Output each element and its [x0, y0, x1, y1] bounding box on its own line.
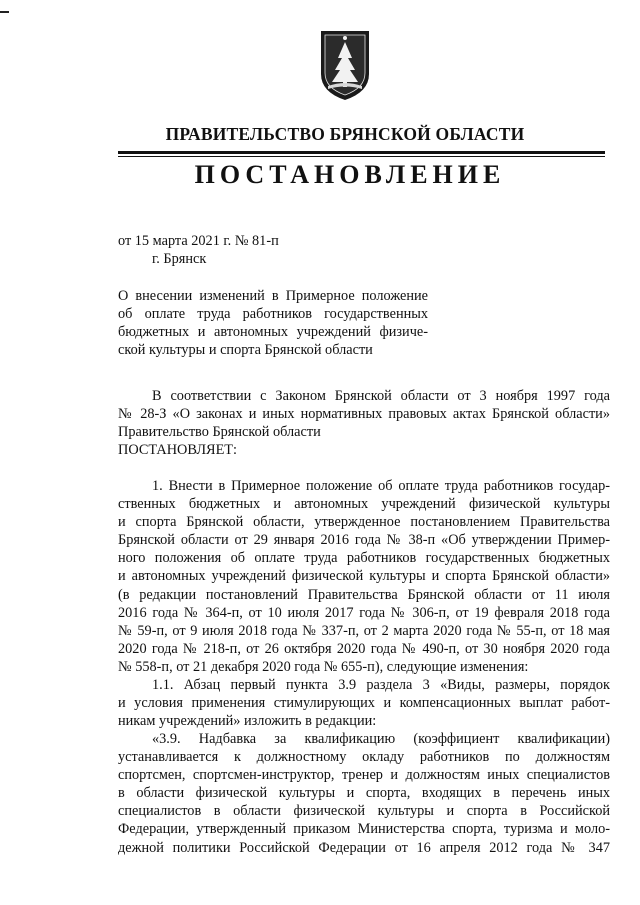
preamble-line: В соответствии с Законом Брянской области от 3 ноября 1997 года [152, 388, 610, 404]
item-1-1-line: и условия применения стимулирующих и компенсационных выплат работ- [118, 695, 610, 712]
subject-line: ской культуры и спорта Брянской области [118, 342, 373, 358]
item-1-1-line: никам учреждений» изложить в редакции: [118, 713, 377, 730]
date-number: от 15 марта 2021 г. № 81-п [118, 233, 279, 249]
item-1-1 [118, 676, 610, 730]
header-rule-thick [118, 151, 605, 154]
clause-3-9-line: «3.9. Надбавка за квалификацию (коэффициент квалификации) [152, 731, 610, 747]
subject-block [118, 287, 428, 359]
coat-of-arms-icon [318, 28, 372, 102]
subject-line: бюджетных и автономных учреждений физиче- [118, 324, 428, 340]
subject-line: О внесении изменений в Примерное положение [118, 288, 428, 304]
preamble-line: Правительство Брянской области [118, 424, 321, 441]
subject-line: об оплате труда работников государственных [118, 306, 428, 322]
item-1-line: 1. Внести в Примерное положение об оплате труда работников государ- [152, 478, 610, 494]
item-1-line: ственных бюджетных и автономных учреждений физической культуры [118, 496, 610, 513]
item-1-line: 2020 года № 218-п, от 26 октября 2020 года № 490-п, от 30 ноября 2020 года [118, 640, 610, 657]
scan-edge-mark [0, 11, 9, 13]
item-1-line: 2016 года № 364-п, от 10 июля 2017 года № 306-п, от 19 февраля 2018 года [118, 604, 610, 621]
item-1-line: № 558-п, от 21 декабря 2020 года № 655-п), следующие изменения: [118, 658, 529, 675]
item-1-line: Брянской области от 29 января 2016 года № 38-п «Об утверждении Пример- [118, 532, 610, 549]
preamble [118, 387, 610, 459]
item-1-1-line: 1.1. Абзац первый пункта 3.9 раздела 3 «Виды, размеры, порядок [152, 677, 610, 693]
item-1 [118, 477, 610, 676]
clause-3-9-line: в области физической культуры и спорта, входящих в перечень иных [118, 785, 610, 802]
header-rule-thin [118, 156, 605, 157]
clause-3-9-line: специалистов в области физической культуры и спорта в Российской [118, 803, 610, 820]
item-1-line: ного положения об оплате труда работников государственных бюджетных [118, 550, 610, 567]
clause-3-9-line: спортсмен, спортсмен-инструктор, тренер и должностям иных специалистов [118, 767, 610, 784]
item-1-line: и спорта Брянской области, утвержденное постановлением Правительства [118, 514, 610, 531]
item-1-line: (в редакции постановлений Правительства Брянской области от 11 июля [118, 586, 610, 603]
clause-3-9-line: Федерации, утвержденный приказом Министерства спорта, туризма и моло- [118, 821, 610, 838]
preamble-line: ПОСТАНОВЛЯЕТ: [118, 442, 238, 459]
item-1-line: и автономных учреждений физической культуры и спорта Брянской области» [118, 568, 610, 585]
clause-3-9-line: устанавливается к должностному окладу работников по должностям [118, 749, 610, 766]
preamble-line: № 28-З «О законах и иных нормативных правовых актах Брянской области» [118, 406, 610, 423]
clause-3-9-line: дежной политики Российской Федерации от 16 апреля 2012 года № 347 [118, 839, 610, 856]
clause-3-9 [118, 730, 610, 857]
city: г. Брянск [152, 251, 207, 267]
document-type-title: ПОСТАНОВЛЕНИЕ [194, 160, 506, 189]
item-1-line: № 59-п, от 9 июля 2018 года № 337-п, от 2 марта 2020 года № 55-п, от 18 мая [118, 622, 610, 639]
government-name: ПРАВИТЕЛЬСТВО БРЯНСКОЙ ОБЛАСТИ [165, 124, 525, 144]
